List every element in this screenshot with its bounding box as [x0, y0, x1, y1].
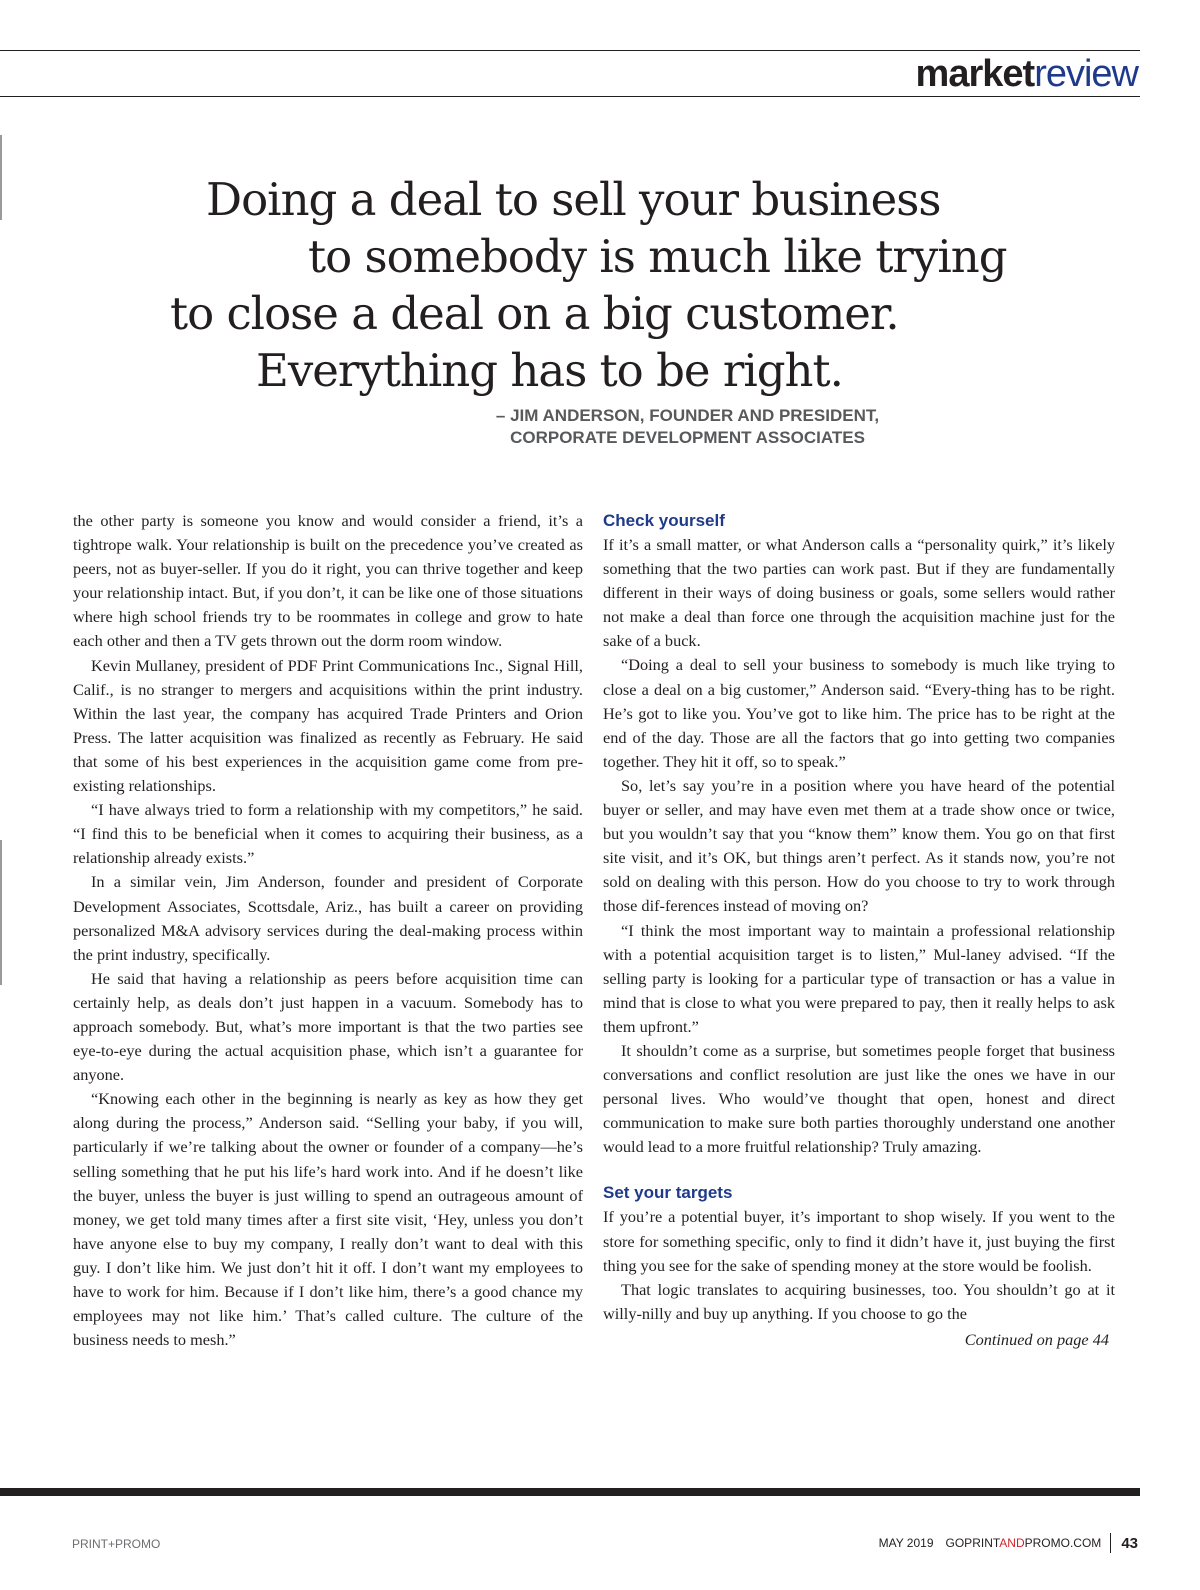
- footer-date: MAY 2019: [878, 1536, 934, 1550]
- body-paragraph: “Knowing each other in the beginning is nearly as key as how they get along during the process,” Anderson said. “Selling your baby, if you will, particularly if we’re talking about the owner or founder of a company—he’s selling something that he put his life’s hard work into. And if he doesn’t like the buyer, unless the buyer is just willing to spend an outrageous amount of money, we get told many times after a first site visit, ‘Hey, unless you don’t have anyone else to buy my company, I really don’t want to deal with this guy. I don’t like him. We just don’t hit it off. I don’t want my employees to have to work for him. Because if I don’t like him, there’s a good chance my employees may not like him.’ That’s called culture. The culture of the business needs to mesh.”: [73, 1089, 583, 1350]
- pull-quote-line: to close a deal on a big customer.: [170, 287, 899, 340]
- body-paragraph: That logic translates to acquiring businesses, too. You shouldn’t go at it willy-nilly and buy up anything. If you choose to go the: [603, 1279, 1115, 1323]
- footer-rule: [0, 1488, 1140, 1496]
- footer-folio: [879, 1532, 1138, 1554]
- section-label-bold: market: [915, 53, 1035, 95]
- pull-quote-attribution: [300, 405, 1075, 449]
- article-column-left: [73, 509, 583, 1352]
- page-number: 43: [1121, 1534, 1138, 1552]
- body-paragraph: “I have always tried to form a relationship with my competitors,” he said. “I find this to be beneficial when it comes to acquiring their business, as a relationship already exists.”: [73, 800, 583, 868]
- website-part-accent: AND: [999, 1536, 1025, 1550]
- body-paragraph: the other party is someone you know and would consider a friend, it’s a tightrope walk. Your relationship is built on the precedence you’ve created as peers, not as buyer-seller. If you do it right, you can thrive together and keep your relationship intact. But, if you don’t, it can be like one of those situations where high school friends try to be roommates in college and grow to hate each other and then a TV gets thrown out the dorm room window.: [73, 511, 583, 651]
- article-column-right: [603, 509, 1115, 1352]
- section-label-light: review: [1034, 53, 1138, 95]
- body-paragraph: He said that having a relationship as peers before acquisition time can certainly help, as deals don’t just happen in a vacuum. Somebody has to approach somebody. But, what’s more important is that the two parties see eye-to-eye during the actual acquisition phase, which isn’t a guarantee for anyone.: [73, 968, 583, 1085]
- header-rule-top: [0, 50, 1140, 51]
- body-paragraph: So, let’s say you’re in a position where you have heard of the potential buyer or seller, and may have even met them at a trade show once or twice, but you wouldn’t say that you “know them” know them. You go on that first site visit, and it’s OK, but things aren’t perfect. As it stands now, you’re not sold on dealing with this person. How do you choose to try to work through those dif-ferences instead of moving on?: [603, 775, 1115, 916]
- pull-quote-line: to somebody is much like trying: [308, 230, 1007, 283]
- body-paragraph: It shouldn’t come as a surprise, but sometimes people forget that business conversations and conflict resolution are just like the ones we have in our personal lives. Who would’ve thought that open, honest and direct communication to make sure both parties thoroughly understand one another would lead to a more fruitful relationship? Truly amazing.: [603, 1040, 1115, 1157]
- body-paragraph: In a similar vein, Jim Anderson, founder and president of Corporate Development Associates, Scottsdale, Ariz., has built a career on providing personalized M&A advisory services during the deal-making process within the print industry, specifically.: [73, 872, 583, 964]
- body-paragraph: “Doing a deal to sell your business to somebody is much like trying to close a deal on a big customer,” Anderson said. “Every-thing has to be right. He’s got to like you. You’ve got to like him. The price has to be right at the end of the day. Those are all the factors that go into getting two companies together. They hit it off, so to speak.”: [603, 655, 1115, 771]
- continued-on-link[interactable]: Continued on page 44: [964, 1329, 1109, 1349]
- pull-quote-line: Everything has to be right.: [256, 344, 843, 397]
- website-part: GOPRINT: [945, 1536, 1000, 1550]
- footer-website[interactable]: [946, 1536, 1102, 1550]
- body-paragraph: Kevin Mullaney, president of PDF Print Communications Inc., Signal Hill, Calif., is no stranger to mergers and acquisitions within the print industry. Within the last year, the company has acquired Trade Printers and Orion Press. The latter acquisition was finalized as recently as February. He said that some of his best experiences in the acquisition game come from pre-existing relationships.: [73, 655, 583, 796]
- subheading-set-your-targets: Set your targets: [603, 1183, 733, 1203]
- body-paragraph: If it’s a small matter, or what Anderson calls a “personality quirk,” it’s likely something that the two parties can work past. But if they are fundamentally different in their ways of doing business or goals, some sellers would rather not make a deal than force one through the acquisition machine just for the sake of a buck.: [603, 535, 1115, 651]
- pull-quote-line: Doing a deal to sell your business: [206, 173, 941, 226]
- section-label: [916, 52, 1138, 96]
- attribution-line: – JIM ANDERSON, FOUNDER AND PRESIDENT,: [495, 406, 880, 425]
- margin-tick-top: [0, 135, 2, 220]
- attribution-line: CORPORATE DEVELOPMENT ASSOCIATES: [510, 428, 865, 447]
- margin-tick-bottom: [0, 840, 2, 985]
- footer-divider: [1110, 1533, 1111, 1553]
- body-paragraph: “I think the most important way to maintain a professional relationship with a potential acquisition target is to listen,” Mul-laney advised. “If the selling party is looking for a particular type of transaction or has a value in mind that is close to what you were prepared to pay, then it really helps to ask them upfront.”: [603, 920, 1115, 1036]
- body-paragraph: If you’re a potential buyer, it’s important to shop wisely. If you went to the store for something specific, only to find it didn’t have it, just buying the first thing you see for the sake of spending money at the store would be foolish.: [603, 1207, 1115, 1275]
- website-part: PROMO.COM: [1024, 1536, 1102, 1550]
- header-rule-bottom: [0, 96, 1140, 97]
- footer-publication: PRINT+PROMO: [72, 1537, 161, 1551]
- subheading-check-yourself: Check yourself: [603, 511, 725, 530]
